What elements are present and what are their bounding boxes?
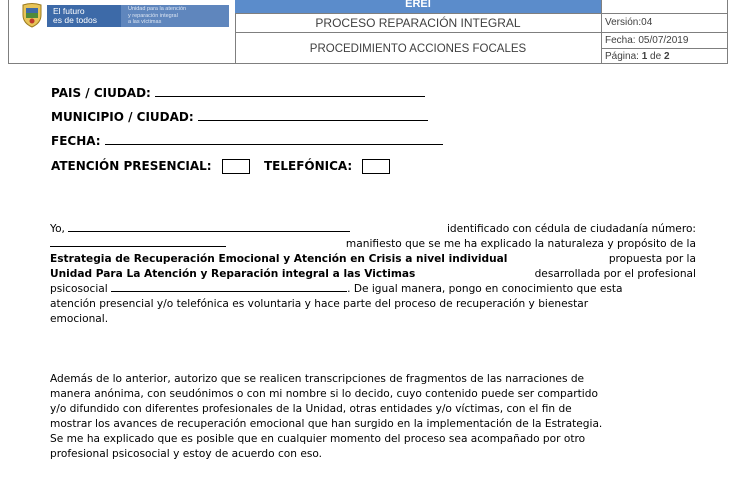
header-meta-cell	[601, 0, 727, 63]
presencial-checkbox[interactable]	[222, 159, 250, 174]
date-label: Fecha: 05/07/2019	[601, 33, 727, 49]
para1-manifiesto-text: manifiesto que se me ha explicado la naturaleza y propósito de la	[345, 238, 696, 250]
municipio-ciudad-label: MUNICIPIO / CIUDAD:	[51, 110, 194, 124]
para2-line-5: Se me ha explicado que es posible que en cualquier momento del proceso sea acompañado por otro	[50, 433, 586, 445]
municipio-ciudad-line[interactable]	[198, 110, 428, 121]
para1-yo: Yo,	[50, 223, 65, 235]
para2-line-4: mostrar los avances de recuperación emocional que han surgido en la implementación de la Estrategia.	[50, 418, 603, 430]
pais-ciudad-line[interactable]	[155, 86, 425, 97]
consent-paragraph-1	[50, 222, 696, 327]
motto-line-2: es de todos	[53, 15, 97, 25]
para1-line-3	[50, 252, 696, 267]
unidad-line-1: Unidad para la atención	[128, 6, 187, 12]
para1-desarrollada-text: desarrollada por el profesional	[534, 268, 696, 280]
para1-line-1	[50, 222, 696, 237]
para1-line-4	[50, 267, 696, 282]
para2-line-3: y/o difundido con diferentes profesionales de la Unidad, otras entidades y/o víctimas, con el fin de	[50, 403, 572, 415]
unidad-victimas-banner	[121, 5, 229, 27]
attention-type-field	[51, 159, 390, 174]
motto-banner	[47, 5, 121, 27]
page-label	[601, 49, 727, 64]
header-meta-top	[601, 0, 727, 14]
strategy-name: Estrategia de Recuperación Emocional y Atención en Crisis a nivel individual	[50, 253, 508, 265]
page-total: 2	[663, 51, 670, 62]
unidad-line-3: a las víctimas	[128, 19, 162, 25]
pais-ciudad-label: PAIS / CIUDAD:	[51, 86, 151, 100]
header-top-label: EREI	[235, 0, 601, 14]
process-title: PROCESO REPARACIÓN INTEGRAL	[235, 14, 601, 33]
id-number-blank-line[interactable]	[50, 237, 226, 247]
page-current: 1	[641, 51, 648, 62]
para1-psicosocial: psicosocial	[50, 283, 108, 295]
para1-line-5	[50, 282, 696, 297]
para1-id-text: identificado con cédula de ciudadanía número:	[446, 223, 696, 235]
fecha-line[interactable]	[105, 134, 443, 145]
fecha-field	[51, 134, 443, 148]
para1-line-2	[50, 237, 696, 252]
telefonica-checkbox[interactable]	[362, 159, 390, 174]
procedure-title: PROCEDIMIENTO ACCIONES FOCALES	[309, 43, 527, 55]
para2-line-6: profesional psicosocial y estoy de acuerdo con eso.	[50, 448, 323, 460]
unidad-name: Unidad Para La Atención y Reparación integral a las Victimas	[50, 268, 416, 280]
consent-paragraph-2	[50, 372, 696, 462]
pais-ciudad-field	[51, 86, 425, 100]
header-logo-cell	[9, 0, 236, 63]
document-header	[8, 0, 728, 64]
fecha-label: FECHA:	[51, 134, 101, 148]
page-prefix: Página:	[605, 51, 639, 62]
header-title-cell	[235, 0, 602, 63]
presencial-label: ATENCIÓN PRESENCIAL:	[51, 159, 212, 173]
para2-line-1: Además de lo anterior, autorizo que se realicen transcripciones de fragmentos de las narraciones de	[50, 373, 585, 385]
para2-line-2: manera anónima, con seudónimos o con mi nombre si lo decido, cuyo contenido puede ser compartido	[50, 388, 598, 400]
version-label: Versión:04	[601, 14, 727, 33]
name-blank-line[interactable]	[68, 222, 350, 232]
para1-igual-text: . De igual manera, pongo en conocimiento que esta	[347, 283, 623, 295]
professional-blank-line[interactable]	[111, 282, 347, 292]
colombia-coat-of-arms-icon	[21, 2, 43, 28]
para1-line-6: atención presencial y/o telefónica es voluntaria y hace parte del proceso de recuperación y bienestar	[50, 298, 589, 310]
municipio-ciudad-field	[51, 110, 428, 124]
page-of: de	[650, 51, 662, 62]
motto-line-1: El futuro	[53, 6, 85, 16]
para1-line-7: emocional.	[50, 313, 109, 325]
unidad-line-2: y reparación integral	[128, 12, 178, 19]
para1-propuesta-text: propuesta por la	[608, 253, 696, 265]
telefonica-label: TELEFÓNICA:	[263, 159, 353, 173]
